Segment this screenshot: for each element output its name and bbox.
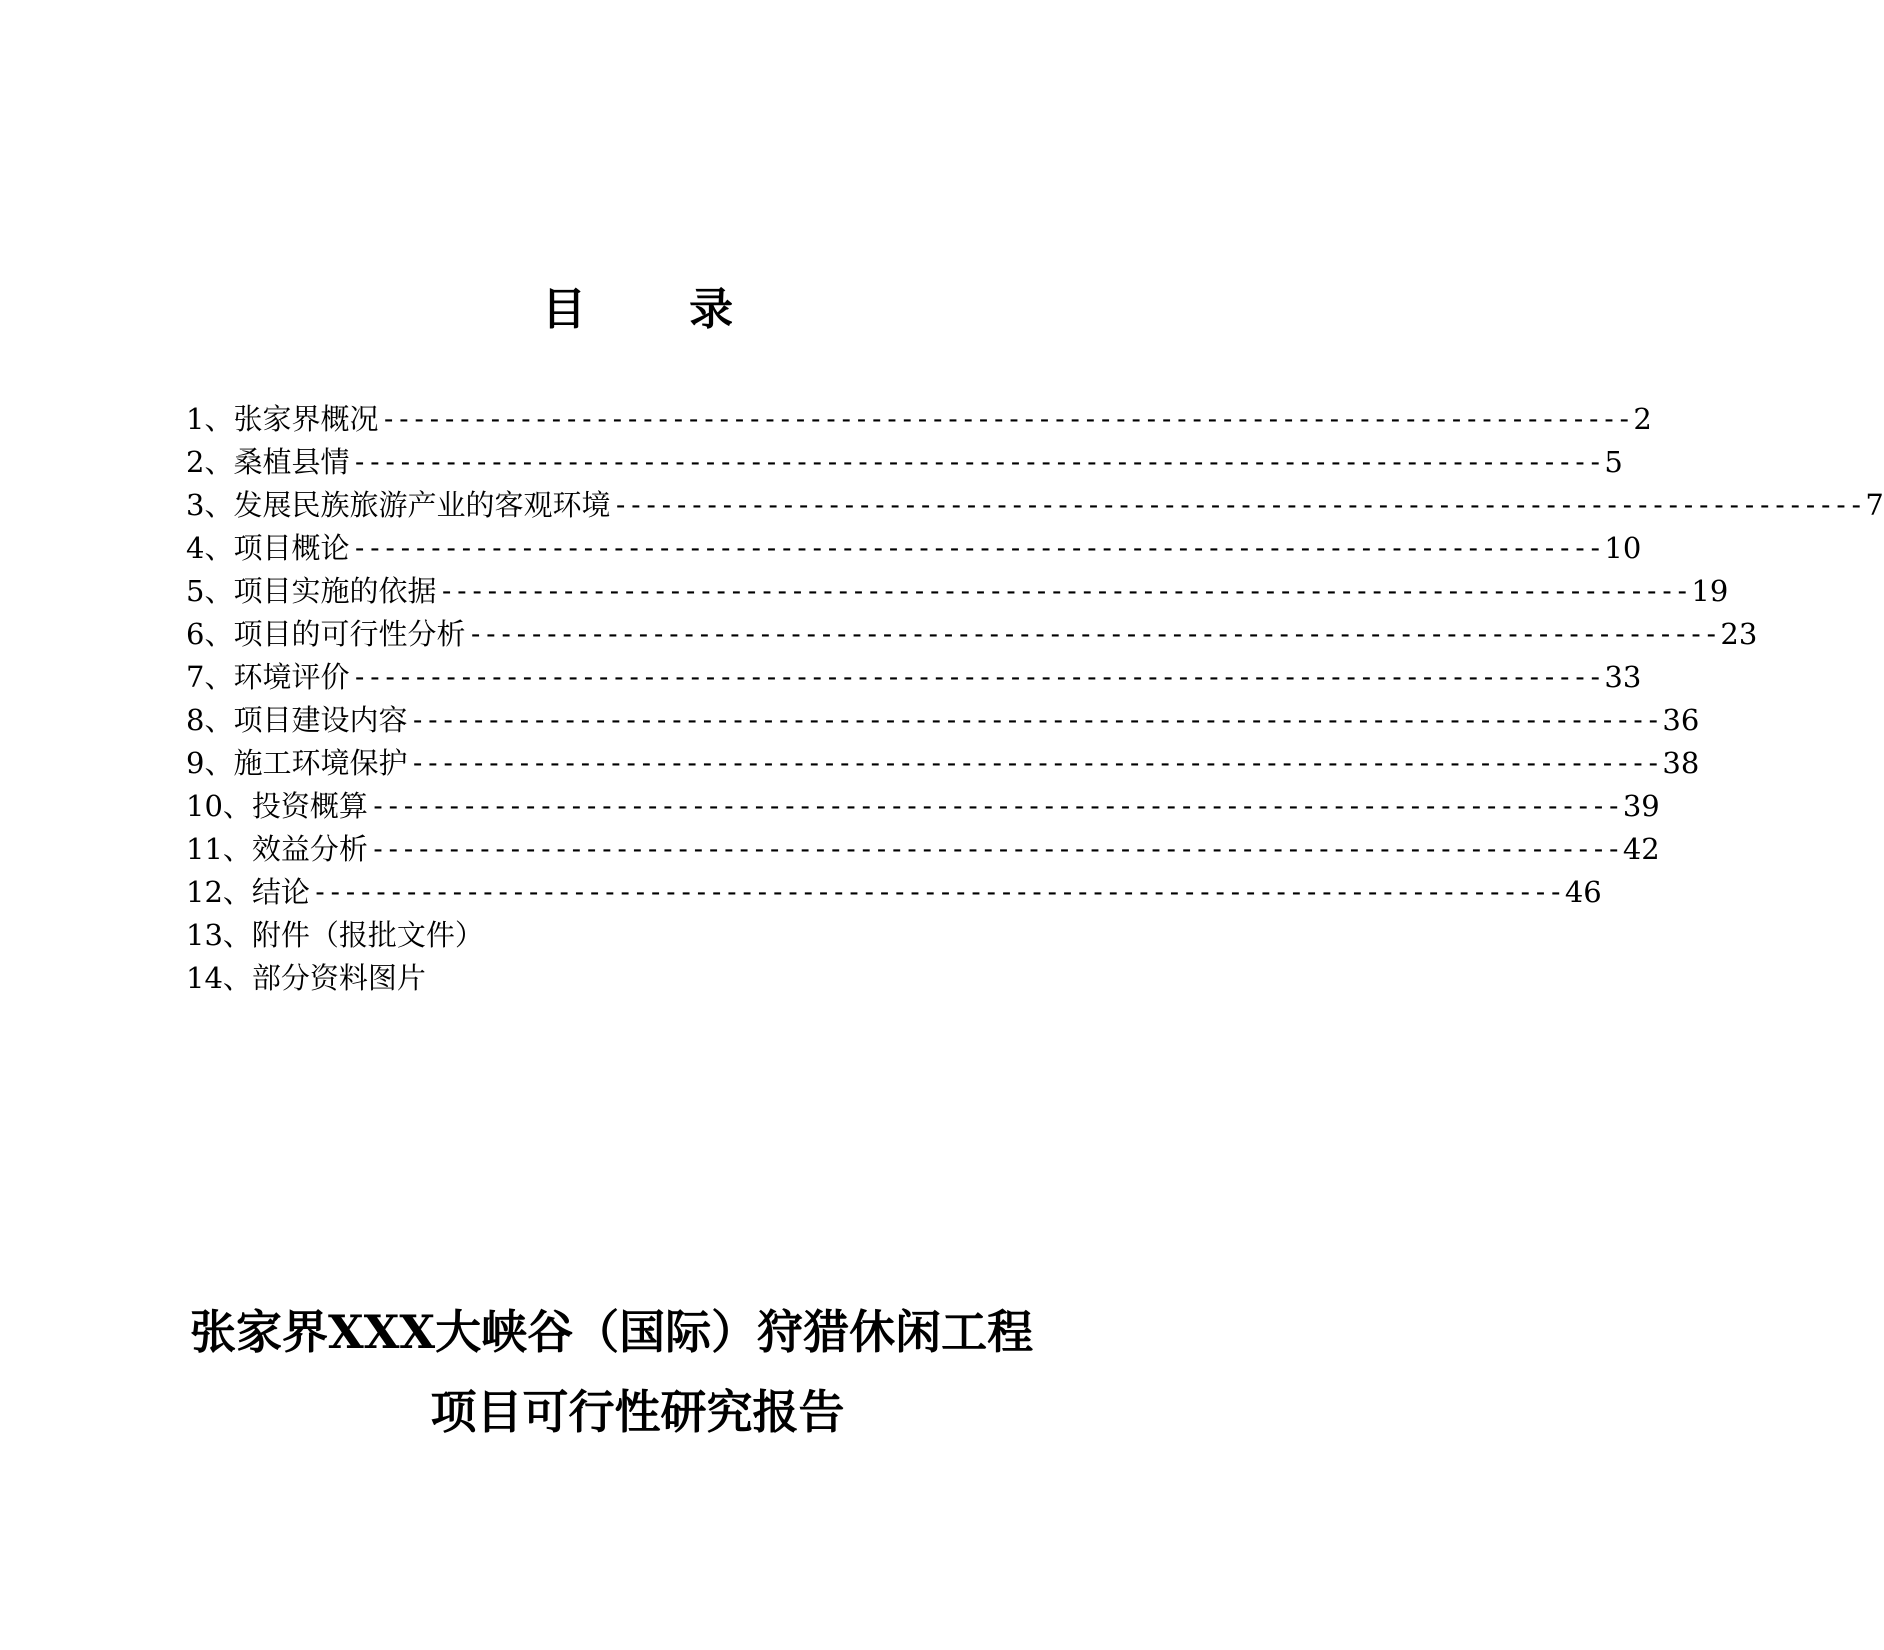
toc-entry[interactable] <box>186 656 1642 699</box>
toc-entry-label: 5、项目实施的依据 <box>186 574 437 608</box>
toc-entry[interactable] <box>186 441 1623 484</box>
toc-entry-page: 10 <box>1604 531 1642 565</box>
toc-entry[interactable] <box>186 613 1758 656</box>
toc-entry-page: 38 <box>1662 746 1700 780</box>
toc-entry-label: 8、项目建设内容 <box>186 703 408 737</box>
toc-entry[interactable] <box>186 828 1660 871</box>
toc-entry[interactable] <box>186 914 1016 957</box>
toc-entry-label: 7、环境评价 <box>186 660 350 694</box>
toc-entry-leader: ---------------------------------------------------------------------------------- <box>351 533 1603 564</box>
toc-entry-label: 9、施工环境保护 <box>186 746 408 780</box>
toc-entry-leader: ---------------------------------------------------------------------------------- <box>351 662 1603 693</box>
toc-entry-label: 2、桑植县情 <box>186 445 350 479</box>
toc-entry-label: 6、项目的可行性分析 <box>186 617 466 651</box>
toc-entry-page: 33 <box>1604 660 1642 694</box>
toc-entry-label: 1、张家界概况 <box>186 402 379 436</box>
toc-entry-label: 14、部分资料图片 <box>186 961 426 995</box>
toc-entry-page: 2 <box>1633 402 1652 436</box>
toc-entry-leader: ---------------------------------------------------------------------------------- <box>467 619 1719 650</box>
toc-entry[interactable] <box>186 570 1729 613</box>
toc-entry-leader: ---------------------------------------------------------------------------------- <box>351 447 1603 478</box>
report-title-line-1: 张家界XXX大峡谷（国际）狩猎休闲工程 <box>190 1305 1034 1359</box>
toc-entry-label: 3、发展民族旅游产业的客观环境 <box>186 488 611 522</box>
table-of-contents <box>186 398 1884 1000</box>
toc-entry-leader: ---------------------------------------------------------------------------------- <box>409 705 1661 736</box>
toc-entry-page: 19 <box>1691 574 1729 608</box>
toc-entry-label: 11、效益分析 <box>186 832 368 866</box>
toc-entry-leader: ---------------------------------------------------------------------------------- <box>612 490 1864 521</box>
toc-entry-page: 36 <box>1662 703 1700 737</box>
toc-entry-page: 42 <box>1622 832 1660 866</box>
toc-entry-page: 23 <box>1720 617 1758 651</box>
toc-entry-leader: ---------------------------------------------------------------------------------- <box>311 877 1563 908</box>
toc-entry-page: 7 <box>1865 488 1884 522</box>
toc-entry-label: 13、附件（报批文件） <box>186 918 484 952</box>
toc-entry[interactable] <box>186 742 1700 785</box>
toc-entry-page: 46 <box>1564 875 1602 909</box>
toc-entry-leader: ---------------------------------------------------------------------------------- <box>438 576 1690 607</box>
toc-entry-leader: ---------------------------------------------------------------------------------- <box>369 834 1621 865</box>
toc-entry-leader: ---------------------------------------------------------------------------------- <box>409 748 1661 779</box>
toc-entry[interactable] <box>186 785 1660 828</box>
toc-entry[interactable] <box>186 957 1016 1000</box>
toc-entry-page: 5 <box>1604 445 1623 479</box>
toc-entry[interactable] <box>186 527 1642 570</box>
toc-entry-leader: ---------------------------------------------------------------------------------- <box>380 404 1632 435</box>
toc-entry-page: 39 <box>1622 789 1660 823</box>
toc-entry-label: 12、结论 <box>186 875 310 909</box>
toc-entry[interactable] <box>186 484 1884 527</box>
toc-entry-label: 10、投资概算 <box>186 789 368 823</box>
toc-entry[interactable] <box>186 871 1602 914</box>
toc-title: 目 录 <box>541 284 778 335</box>
toc-entry[interactable] <box>186 699 1700 742</box>
report-title-line-2: 项目可行性研究报告 <box>430 1385 845 1439</box>
toc-entry-leader: ---------------------------------------------------------------------------------- <box>369 791 1621 822</box>
toc-entry[interactable] <box>186 398 1652 441</box>
toc-entry-label: 4、项目概论 <box>186 531 350 565</box>
